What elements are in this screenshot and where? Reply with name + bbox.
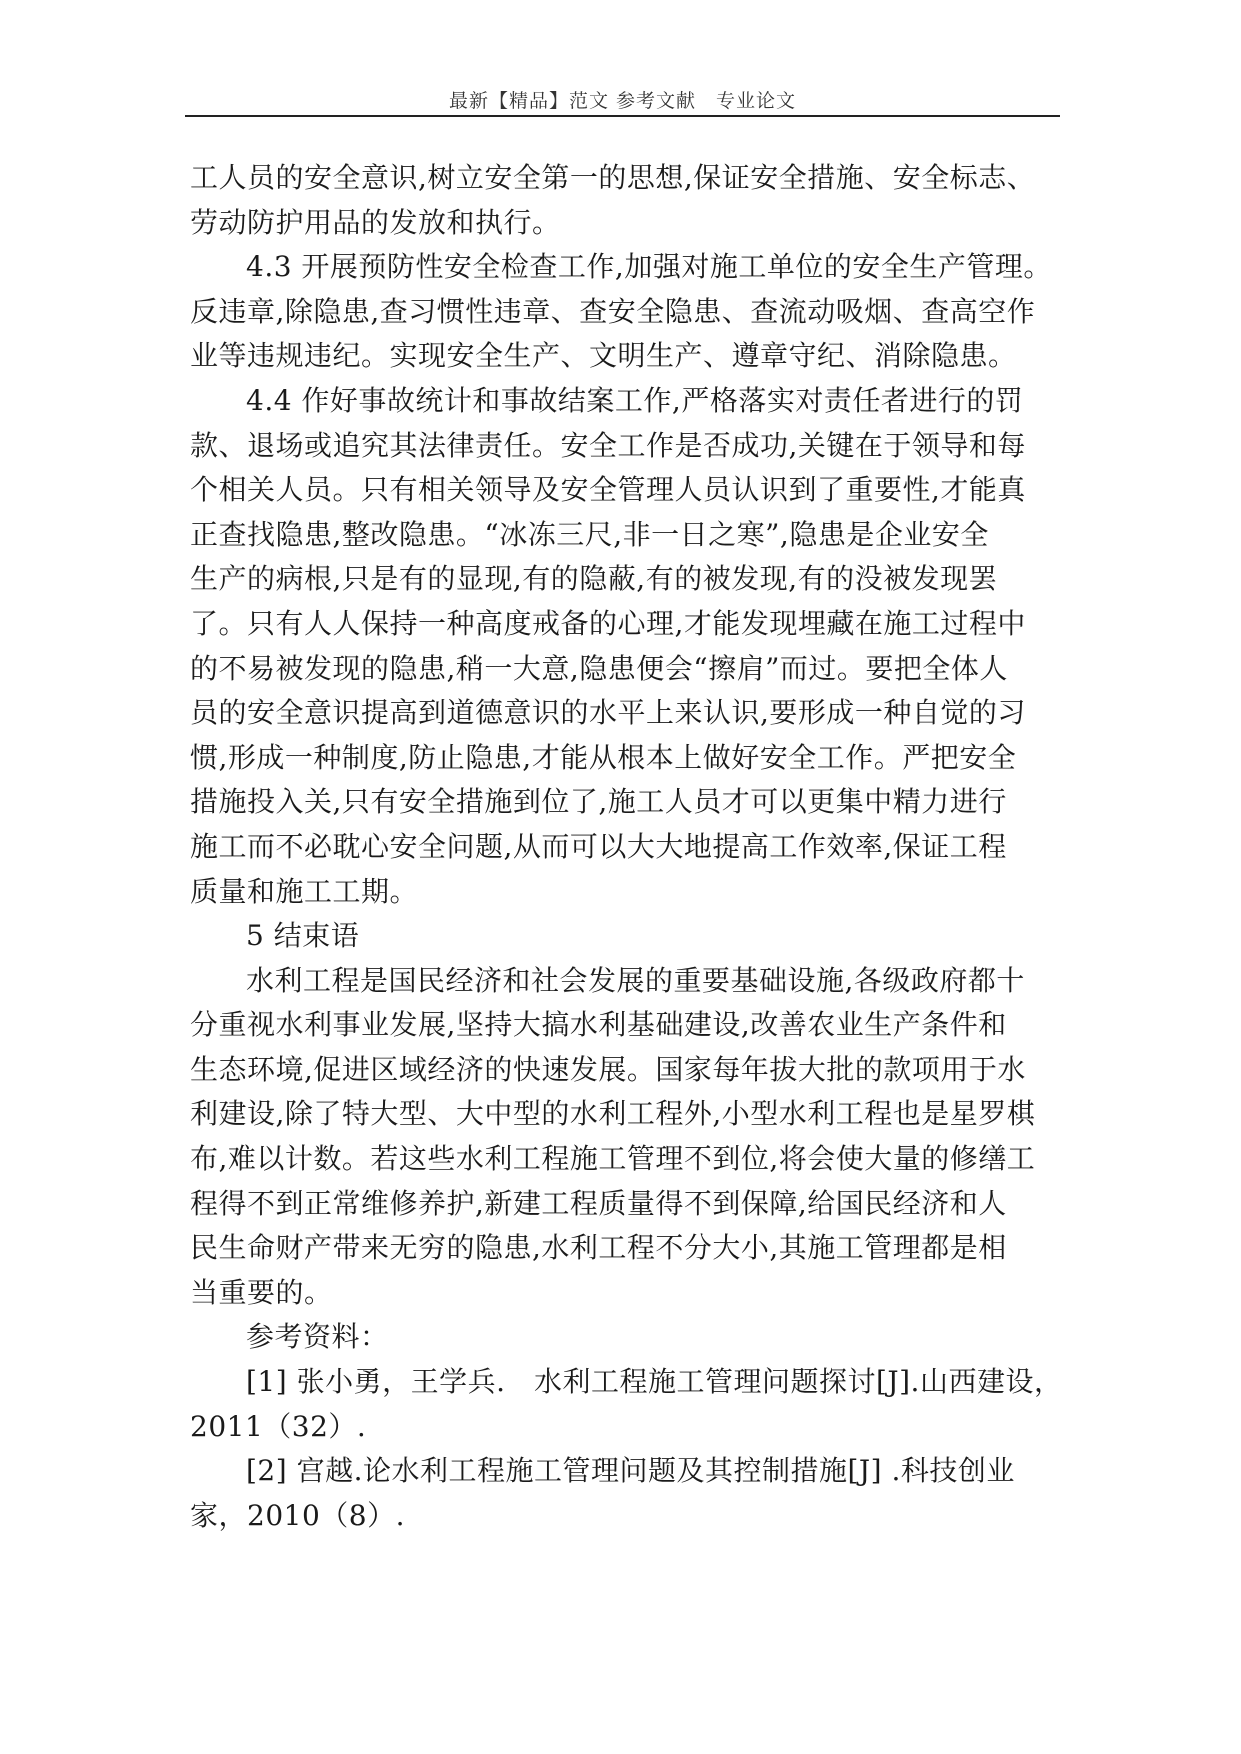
text-line: 程得不到正常维修养护,新建工程质量得不到保障,给国民经济和人: [190, 1186, 1007, 1220]
text-line: 工人员的安全意识,树立安全第一的思想,保证安全措施、安全标志、: [190, 161, 1036, 194]
text-line: 2011（32）.: [190, 1409, 367, 1443]
text-line: [2] 宫越.论水利工程施工管理问题及其控制措施[J] .科技创业: [246, 1454, 1015, 1488]
text-line: 4.3 开展预防性安全检查工作,加强对施工单位的安全生产管理。: [246, 250, 1052, 284]
text-line: 个相关人员。只有相关领导及安全管理人员认识到了重要性,才能真: [190, 473, 1026, 507]
text-line: 施工而不必耽心安全问题,从而可以大大地提高工作效率,保证工程: [190, 829, 1007, 863]
text-line: 家，2010（8）.: [190, 1498, 405, 1532]
text-line: 民生命财产带来无穷的隐患,水利工程不分大小,其施工管理都是相: [190, 1231, 1007, 1265]
text-line: 业等违规违纪。实现安全生产、文明生产、遵章守纪、消除隐患。: [190, 339, 1017, 373]
text-line: 正查找隐患,整改隐患。“冰冻三尺,非一日之寒”,隐患是企业安全: [190, 517, 989, 551]
header-divider: [185, 115, 1060, 117]
text-line: [1] 张小勇，王学兵. 水利工程施工管理问题探讨[J].山西建设，: [246, 1365, 1063, 1399]
text-line: 了。只有人人保持一种高度戒备的心理,才能发现埋藏在施工过程中: [190, 606, 1026, 640]
text-line: 反违章,除隐患,查习惯性违章、查安全隐患、查流动吸烟、查高空作: [190, 294, 1036, 328]
text-line: 水利工程是国民经济和社会发展的重要基础设施,各级政府都十: [246, 963, 1025, 997]
text-line: 员的安全意识提高到道德意识的水平上来认识,要形成一种自觉的习: [190, 696, 1026, 730]
text-line: 利建设,除了特大型、大中型的水利工程外,小型水利工程也是星罗棋: [190, 1097, 1036, 1131]
text-line: 的不易被发现的隐患,稍一大意,隐患便会“擦肩”而过。要把全体人: [190, 651, 1008, 685]
text-line: 惯,形成一种制度,防止隐患,才能从根本上做好安全工作。严把安全: [190, 740, 1017, 774]
document-body: [190, 156, 1070, 1538]
page-header: 最新【精品】范文 参考文献 专业论文: [448, 90, 797, 112]
text-line: 款、退场或追究其法律责任。安全工作是否成功,关键在于领导和每: [190, 428, 1026, 462]
text-line: 生态环境,促进区域经济的快速发展。国家每年拔大批的款项用于水: [190, 1052, 1026, 1086]
text-line: 质量和施工工期。: [190, 874, 419, 908]
text-line: 布,难以计数。若这些水利工程施工管理不到位,将会使大量的修缮工: [190, 1142, 1036, 1176]
text-line: 当重要的。: [190, 1275, 333, 1309]
text-line: 劳动防护用品的发放和执行。: [190, 205, 561, 239]
text-line: 5 结束语: [246, 919, 360, 953]
text-line: 生产的病根,只是有的显现,有的隐蔽,有的被发现,有的没被发现罢: [190, 562, 998, 596]
text-line: 措施投入关,只有安全措施到位了,施工人员才可以更集中精力进行: [190, 785, 1007, 819]
text-line: 4.4 作好事故统计和事故结案工作,严格落实对责任者进行的罚: [246, 383, 1024, 417]
text-line: 分重视水利事业发展,坚持大搞水利基础建设,改善农业生产条件和: [190, 1008, 1007, 1042]
text-line: 参考资料：: [246, 1320, 389, 1354]
